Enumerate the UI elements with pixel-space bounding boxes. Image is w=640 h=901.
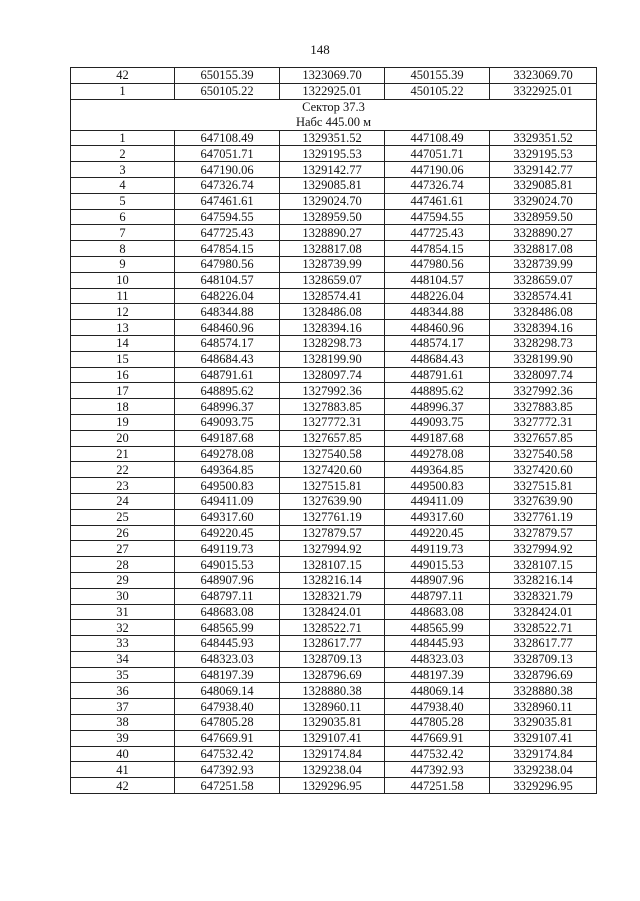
table-row <box>71 478 597 494</box>
coord-cell: 3329296.95 <box>490 778 597 794</box>
point-number-cell: 14 <box>71 335 175 351</box>
coord-cell: 447725.43 <box>385 225 490 241</box>
coord-cell: 1327657.85 <box>280 430 385 446</box>
table-row <box>71 146 597 162</box>
coord-cell: 3328097.74 <box>490 367 597 383</box>
coord-cell: 1327992.36 <box>280 383 385 399</box>
coord-cell: 647938.40 <box>175 699 280 715</box>
table-row <box>71 288 597 304</box>
coord-cell: 3328486.08 <box>490 304 597 320</box>
point-number-cell: 31 <box>71 604 175 620</box>
coord-cell: 1329024.70 <box>280 193 385 209</box>
table-row <box>71 209 597 225</box>
table-row <box>71 730 597 746</box>
coord-cell: 449411.09 <box>385 493 490 509</box>
coord-cell: 1329107.41 <box>280 730 385 746</box>
coord-cell: 1328321.79 <box>280 588 385 604</box>
point-number-cell: 23 <box>71 478 175 494</box>
table-row <box>71 241 597 257</box>
coord-cell: 448460.96 <box>385 320 490 336</box>
coord-cell: 1329035.81 <box>280 715 385 731</box>
table-row <box>71 620 597 636</box>
coord-cell: 647854.15 <box>175 241 280 257</box>
coord-cell: 648574.17 <box>175 335 280 351</box>
coord-cell: 3327639.90 <box>490 493 597 509</box>
point-number-cell: 21 <box>71 446 175 462</box>
coord-cell: 449278.08 <box>385 446 490 462</box>
point-number-cell: 10 <box>71 272 175 288</box>
coord-cell: 449317.60 <box>385 509 490 525</box>
point-number-cell: 16 <box>71 367 175 383</box>
point-number-cell: 4 <box>71 177 175 193</box>
coord-cell: 449119.73 <box>385 541 490 557</box>
coord-cell: 3327420.60 <box>490 462 597 478</box>
coord-cell: 1323069.70 <box>280 68 385 84</box>
coord-cell: 648197.39 <box>175 667 280 683</box>
coord-cell: 1327994.92 <box>280 541 385 557</box>
coord-cell: 648344.88 <box>175 304 280 320</box>
coord-cell: 1328574.41 <box>280 288 385 304</box>
point-number-cell: 28 <box>71 557 175 573</box>
coord-cell: 448907.96 <box>385 572 490 588</box>
coord-cell: 447669.91 <box>385 730 490 746</box>
coord-cell: 647251.58 <box>175 778 280 794</box>
coord-cell: 447326.74 <box>385 177 490 193</box>
coord-cell: 448323.03 <box>385 651 490 667</box>
point-number-cell: 38 <box>71 715 175 731</box>
coord-cell: 3329351.52 <box>490 130 597 146</box>
coord-cell: 448574.17 <box>385 335 490 351</box>
coord-cell: 3329024.70 <box>490 193 597 209</box>
coord-cell: 649093.75 <box>175 414 280 430</box>
table-row <box>71 636 597 652</box>
table-row <box>71 746 597 762</box>
point-number-cell: 1 <box>71 130 175 146</box>
coord-cell: 647980.56 <box>175 256 280 272</box>
coord-cell: 3328574.41 <box>490 288 597 304</box>
coord-cell: 3328796.69 <box>490 667 597 683</box>
coord-cell: 649500.83 <box>175 478 280 494</box>
point-number-cell: 40 <box>71 746 175 762</box>
coord-cell: 3327761.19 <box>490 509 597 525</box>
coord-cell: 648907.96 <box>175 572 280 588</box>
point-number-cell: 25 <box>71 509 175 525</box>
coord-cell: 1328796.69 <box>280 667 385 683</box>
point-number-cell: 1 <box>71 83 175 99</box>
point-number-cell: 33 <box>71 636 175 652</box>
table-row <box>71 256 597 272</box>
coord-cell: 3328424.01 <box>490 604 597 620</box>
table-row <box>71 651 597 667</box>
table-row <box>71 130 597 146</box>
coord-cell: 648226.04 <box>175 288 280 304</box>
point-number-cell: 36 <box>71 683 175 699</box>
point-number-cell: 9 <box>71 256 175 272</box>
coord-cell: 447190.06 <box>385 162 490 178</box>
coord-cell: 448797.11 <box>385 588 490 604</box>
point-number-cell: 35 <box>71 667 175 683</box>
section-header <box>71 99 597 130</box>
table-row <box>71 525 597 541</box>
coord-cell: 3327540.58 <box>490 446 597 462</box>
page-number: 148 <box>310 42 330 57</box>
point-number-cell: 13 <box>71 320 175 336</box>
coord-cell: 1327639.90 <box>280 493 385 509</box>
table-row <box>71 699 597 715</box>
section-header-row <box>71 99 597 130</box>
coord-cell: 1322925.01 <box>280 83 385 99</box>
point-number-cell: 12 <box>71 304 175 320</box>
coord-cell: 3327994.92 <box>490 541 597 557</box>
coord-cell: 3328298.73 <box>490 335 597 351</box>
coord-cell: 3328890.27 <box>490 225 597 241</box>
coord-cell: 1328394.16 <box>280 320 385 336</box>
table-row <box>71 604 597 620</box>
coord-cell: 1329085.81 <box>280 177 385 193</box>
coord-cell: 648791.61 <box>175 367 280 383</box>
table-row <box>71 68 597 84</box>
coord-cell: 647326.74 <box>175 177 280 193</box>
coord-cell: 1329296.95 <box>280 778 385 794</box>
coord-cell: 447805.28 <box>385 715 490 731</box>
coord-cell: 448197.39 <box>385 667 490 683</box>
point-number-cell: 5 <box>71 193 175 209</box>
coord-cell: 447251.58 <box>385 778 490 794</box>
coord-cell: 3329085.81 <box>490 177 597 193</box>
coord-cell: 1328617.77 <box>280 636 385 652</box>
coord-cell: 648684.43 <box>175 351 280 367</box>
point-number-cell: 18 <box>71 399 175 415</box>
table-row <box>71 162 597 178</box>
coord-cell: 3322925.01 <box>490 83 597 99</box>
coord-cell: 449500.83 <box>385 478 490 494</box>
coord-cell: 1327420.60 <box>280 462 385 478</box>
table-row <box>71 399 597 415</box>
coord-cell: 648445.93 <box>175 636 280 652</box>
coord-cell: 1327761.19 <box>280 509 385 525</box>
table-row <box>71 778 597 794</box>
coordinates-table <box>70 67 597 794</box>
coord-cell: 3327883.85 <box>490 399 597 415</box>
coord-cell: 647051.71 <box>175 146 280 162</box>
coord-cell: 447980.56 <box>385 256 490 272</box>
coord-cell: 1328709.13 <box>280 651 385 667</box>
table-row <box>71 462 597 478</box>
coord-cell: 448683.08 <box>385 604 490 620</box>
coord-cell: 448895.62 <box>385 383 490 399</box>
coord-cell: 648683.08 <box>175 604 280 620</box>
point-number-cell: 3 <box>71 162 175 178</box>
table-row <box>71 367 597 383</box>
coord-cell: 3328739.99 <box>490 256 597 272</box>
coord-cell: 1327515.81 <box>280 478 385 494</box>
coord-cell: 649220.45 <box>175 525 280 541</box>
coord-cell: 1329195.53 <box>280 146 385 162</box>
coord-cell: 3328394.16 <box>490 320 597 336</box>
coord-cell: 648895.62 <box>175 383 280 399</box>
coord-cell: 650105.22 <box>175 83 280 99</box>
point-number-cell: 24 <box>71 493 175 509</box>
coord-cell: 648323.03 <box>175 651 280 667</box>
table-row <box>71 335 597 351</box>
point-number-cell: 34 <box>71 651 175 667</box>
point-number-cell: 39 <box>71 730 175 746</box>
coord-cell: 649364.85 <box>175 462 280 478</box>
table-row <box>71 83 597 99</box>
coord-cell: 449187.68 <box>385 430 490 446</box>
coord-cell: 648996.37 <box>175 399 280 415</box>
coord-cell: 1328960.11 <box>280 699 385 715</box>
coord-cell: 448104.57 <box>385 272 490 288</box>
coord-cell: 448996.37 <box>385 399 490 415</box>
section-title: Сектор 37.3 <box>302 99 365 114</box>
coord-cell: 3328321.79 <box>490 588 597 604</box>
coord-cell: 3328709.13 <box>490 651 597 667</box>
coord-cell: 3327515.81 <box>490 478 597 494</box>
coord-cell: 448565.99 <box>385 620 490 636</box>
coord-cell: 1327879.57 <box>280 525 385 541</box>
coord-cell: 1327540.58 <box>280 446 385 462</box>
coord-cell: 448684.43 <box>385 351 490 367</box>
coord-cell: 3329238.04 <box>490 762 597 778</box>
table-row <box>71 667 597 683</box>
table-row <box>71 446 597 462</box>
coord-cell: 3328216.14 <box>490 572 597 588</box>
coord-cell: 1328107.15 <box>280 557 385 573</box>
coord-cell: 3328817.08 <box>490 241 597 257</box>
coord-cell: 648460.96 <box>175 320 280 336</box>
coord-cell: 1329142.77 <box>280 162 385 178</box>
table-row <box>71 304 597 320</box>
coord-cell: 1328199.90 <box>280 351 385 367</box>
coord-cell: 3323069.70 <box>490 68 597 84</box>
point-number-cell: 30 <box>71 588 175 604</box>
coord-cell: 1328817.08 <box>280 241 385 257</box>
coord-cell: 447938.40 <box>385 699 490 715</box>
coord-cell: 447392.93 <box>385 762 490 778</box>
table-row <box>71 351 597 367</box>
coord-cell: 450105.22 <box>385 83 490 99</box>
coord-cell: 647190.06 <box>175 162 280 178</box>
coord-cell: 1329351.52 <box>280 130 385 146</box>
table-row <box>71 193 597 209</box>
table-row <box>71 430 597 446</box>
coord-cell: 1328298.73 <box>280 335 385 351</box>
coord-cell: 647392.93 <box>175 762 280 778</box>
coord-cell: 1328890.27 <box>280 225 385 241</box>
coord-cell: 1327883.85 <box>280 399 385 415</box>
table-row <box>71 683 597 699</box>
coord-cell: 649187.68 <box>175 430 280 446</box>
coord-cell: 1328486.08 <box>280 304 385 320</box>
coord-cell: 648565.99 <box>175 620 280 636</box>
coord-cell: 3329195.53 <box>490 146 597 162</box>
coord-cell: 647594.55 <box>175 209 280 225</box>
coord-cell: 647108.49 <box>175 130 280 146</box>
coord-cell: 649015.53 <box>175 557 280 573</box>
coord-cell: 447854.15 <box>385 241 490 257</box>
coord-cell: 3328880.38 <box>490 683 597 699</box>
coord-cell: 3327657.85 <box>490 430 597 446</box>
coord-cell: 449093.75 <box>385 414 490 430</box>
coord-cell: 449220.45 <box>385 525 490 541</box>
coord-cell: 1328880.38 <box>280 683 385 699</box>
coord-cell: 647532.42 <box>175 746 280 762</box>
coordinates-table-body <box>71 68 597 794</box>
coord-cell: 449364.85 <box>385 462 490 478</box>
coord-cell: 647669.91 <box>175 730 280 746</box>
point-number-cell: 2 <box>71 146 175 162</box>
coord-cell: 1328959.50 <box>280 209 385 225</box>
coord-cell: 3328617.77 <box>490 636 597 652</box>
coord-cell: 3329107.41 <box>490 730 597 746</box>
coord-cell: 649317.60 <box>175 509 280 525</box>
coord-cell: 3329174.84 <box>490 746 597 762</box>
coord-cell: 1328522.71 <box>280 620 385 636</box>
coord-cell: 1329238.04 <box>280 762 385 778</box>
coord-cell: 1328739.99 <box>280 256 385 272</box>
table-row <box>71 762 597 778</box>
coord-cell: 448445.93 <box>385 636 490 652</box>
coord-cell: 3328659.07 <box>490 272 597 288</box>
table-row <box>71 557 597 573</box>
point-number-cell: 32 <box>71 620 175 636</box>
coord-cell: 3328522.71 <box>490 620 597 636</box>
point-number-cell: 20 <box>71 430 175 446</box>
point-number-cell: 11 <box>71 288 175 304</box>
coord-cell: 3328107.15 <box>490 557 597 573</box>
coord-cell: 447051.71 <box>385 146 490 162</box>
point-number-cell: 41 <box>71 762 175 778</box>
coord-cell: 1329174.84 <box>280 746 385 762</box>
coord-cell: 448226.04 <box>385 288 490 304</box>
coord-cell: 3327879.57 <box>490 525 597 541</box>
table-row <box>71 383 597 399</box>
coord-cell: 1328216.14 <box>280 572 385 588</box>
point-number-cell: 6 <box>71 209 175 225</box>
coord-cell: 649411.09 <box>175 493 280 509</box>
point-number-cell: 42 <box>71 68 175 84</box>
coord-cell: 449015.53 <box>385 557 490 573</box>
coord-cell: 450155.39 <box>385 68 490 84</box>
coord-cell: 447532.42 <box>385 746 490 762</box>
table-row <box>71 225 597 241</box>
coord-cell: 649119.73 <box>175 541 280 557</box>
coord-cell: 647805.28 <box>175 715 280 731</box>
coord-cell: 3328199.90 <box>490 351 597 367</box>
coord-cell: 3328959.50 <box>490 209 597 225</box>
point-number-cell: 15 <box>71 351 175 367</box>
table-row <box>71 272 597 288</box>
section-subtitle: Набс 445.00 м <box>295 114 372 129</box>
coord-cell: 1328097.74 <box>280 367 385 383</box>
point-number-cell: 29 <box>71 572 175 588</box>
point-number-cell: 42 <box>71 778 175 794</box>
point-number-cell: 26 <box>71 525 175 541</box>
coord-cell: 649278.08 <box>175 446 280 462</box>
coord-cell: 648797.11 <box>175 588 280 604</box>
table-row <box>71 588 597 604</box>
coord-cell: 448069.14 <box>385 683 490 699</box>
coord-cell: 647461.61 <box>175 193 280 209</box>
point-number-cell: 27 <box>71 541 175 557</box>
table-row <box>71 715 597 731</box>
coord-cell: 1327772.31 <box>280 414 385 430</box>
table-row <box>71 509 597 525</box>
coord-cell: 648104.57 <box>175 272 280 288</box>
point-number-cell: 19 <box>71 414 175 430</box>
table-row <box>71 572 597 588</box>
table-row <box>71 177 597 193</box>
coord-cell: 650155.39 <box>175 68 280 84</box>
coord-cell: 647725.43 <box>175 225 280 241</box>
table-row <box>71 541 597 557</box>
point-number-cell: 17 <box>71 383 175 399</box>
coord-cell: 1328424.01 <box>280 604 385 620</box>
coord-cell: 447594.55 <box>385 209 490 225</box>
table-row <box>71 493 597 509</box>
point-number-cell: 8 <box>71 241 175 257</box>
coord-cell: 448791.61 <box>385 367 490 383</box>
coord-cell: 448344.88 <box>385 304 490 320</box>
table-row <box>71 414 597 430</box>
coord-cell: 1328659.07 <box>280 272 385 288</box>
coord-cell: 3329035.81 <box>490 715 597 731</box>
coord-cell: 447108.49 <box>385 130 490 146</box>
coord-cell: 3327992.36 <box>490 383 597 399</box>
coord-cell: 648069.14 <box>175 683 280 699</box>
coord-cell: 3327772.31 <box>490 414 597 430</box>
coord-cell: 3329142.77 <box>490 162 597 178</box>
coord-cell: 447461.61 <box>385 193 490 209</box>
point-number-cell: 37 <box>71 699 175 715</box>
coord-cell: 3328960.11 <box>490 699 597 715</box>
point-number-cell: 7 <box>71 225 175 241</box>
table-row <box>71 320 597 336</box>
point-number-cell: 22 <box>71 462 175 478</box>
